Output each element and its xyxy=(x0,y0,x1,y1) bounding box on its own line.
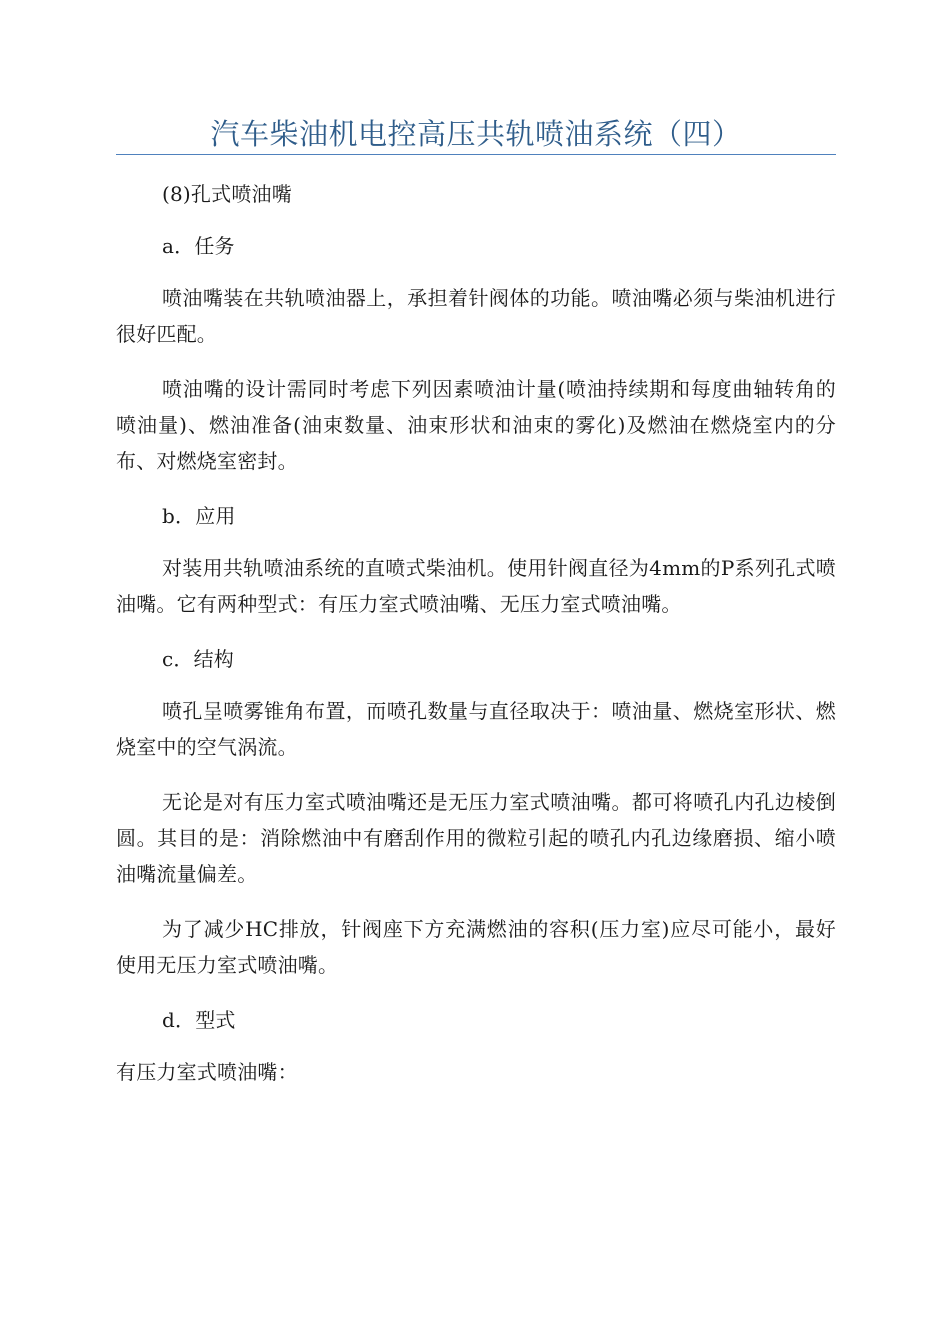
paragraph-task-description: 喷油嘴装在共轨喷油器上，承担着针阀体的功能。喷油嘴必须与柴油机进行很好匹配。 xyxy=(116,286,836,346)
paragraph-design-factors: 喷油嘴的设计需同时考虑下列因素喷油计量(喷油持续期和每度曲轴转角的喷油量)、燃油准备(油束数量、油束形状和油束的雾化)及燃油在燃烧室内的分布、对燃烧室密封。 xyxy=(116,377,836,473)
document-body xyxy=(116,176,836,1090)
title-underline xyxy=(116,154,836,155)
paragraph-hc-emission: 为了减少HC排放，针阀座下方充满燃油的容积(压力室)应尽可能小，最好使用无压力室式喷油嘴。 xyxy=(116,917,836,977)
section-heading-nozzle: (8)孔式喷油嘴 xyxy=(162,182,292,206)
paragraph-sac-nozzle: 有压力室式喷油嘴： xyxy=(116,1060,298,1084)
paragraph-spray-holes: 喷孔呈喷雾锥角布置，而喷孔数量与直径取决于：喷油量、燃烧室形状、燃烧室中的空气涡流。 xyxy=(116,699,836,759)
paragraph-application: 对装用共轨喷油系统的直喷式柴油机。使用针阀直径为4mm的P系列孔式喷油嘴。它有两种型式：有压力室式喷油嘴、无压力室式喷油嘴。 xyxy=(116,556,836,616)
subheading-task: a．任务 xyxy=(162,234,235,258)
subheading-application: b．应用 xyxy=(162,504,236,528)
subheading-structure: c．结构 xyxy=(162,647,235,671)
document-title: 汽车柴油机电控高压共轨喷油系统（四） xyxy=(210,117,742,151)
subheading-types: d．型式 xyxy=(162,1008,236,1032)
paragraph-edge-rounding: 无论是对有压力室式喷油嘴还是无压力室式喷油嘴。都可将喷孔内孔边棱倒圆。其目的是：消除燃油中有磨刮作用的微粒引起的喷孔内孔边缘磨损、缩小喷油嘴流量偏差。 xyxy=(116,790,836,886)
